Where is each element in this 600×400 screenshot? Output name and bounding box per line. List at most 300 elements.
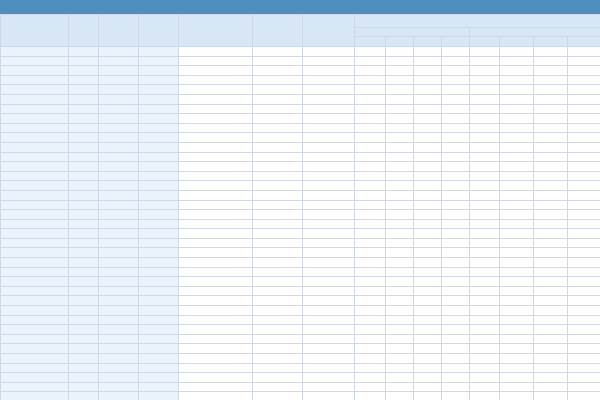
cell-code bbox=[69, 315, 99, 325]
cell-plan-2024 bbox=[253, 248, 303, 258]
cell-code bbox=[69, 85, 99, 95]
cell-subject bbox=[139, 258, 179, 268]
cell-subject bbox=[139, 229, 179, 239]
table-row bbox=[1, 306, 600, 316]
cell-code bbox=[69, 219, 99, 229]
header-year-a bbox=[355, 28, 470, 37]
cell-b-rank bbox=[568, 133, 600, 143]
cell-b-rank bbox=[568, 219, 600, 229]
cell-major bbox=[1, 315, 69, 325]
cell-b-max bbox=[534, 133, 568, 143]
cell-subject bbox=[139, 171, 179, 181]
cell-a-avg bbox=[386, 248, 414, 258]
cell-b-max bbox=[534, 258, 568, 268]
cell-b-max bbox=[534, 181, 568, 191]
cell-code bbox=[69, 66, 99, 76]
cell-code bbox=[69, 104, 99, 114]
cell-plan-2023 bbox=[303, 104, 355, 114]
table-row bbox=[1, 277, 600, 287]
cell-a-min bbox=[355, 142, 386, 152]
cell-a-max bbox=[414, 162, 442, 172]
table-body bbox=[1, 47, 600, 400]
cell-b-avg bbox=[500, 229, 534, 239]
cell-b-avg bbox=[500, 85, 534, 95]
header-b-rank bbox=[568, 37, 600, 47]
cell-a-rank bbox=[442, 123, 470, 133]
admissions-table bbox=[0, 14, 600, 400]
cell-plan-2024 bbox=[253, 171, 303, 181]
cell-a-min bbox=[355, 152, 386, 162]
cell-tuition bbox=[99, 171, 139, 181]
cell-a-min bbox=[355, 104, 386, 114]
cell-plan-2024 bbox=[253, 238, 303, 248]
cell-b-min bbox=[470, 296, 500, 306]
table-row bbox=[1, 66, 600, 76]
cell-a-max bbox=[414, 306, 442, 316]
cell-b-max bbox=[534, 238, 568, 248]
cell-b-max bbox=[534, 219, 568, 229]
cell-plan-type bbox=[179, 114, 253, 124]
cell-subject bbox=[139, 152, 179, 162]
cell-b-max bbox=[534, 171, 568, 181]
table-row bbox=[1, 286, 600, 296]
cell-tuition bbox=[99, 94, 139, 104]
table-row bbox=[1, 75, 600, 85]
cell-b-min bbox=[470, 334, 500, 344]
cell-b-max bbox=[534, 47, 568, 57]
cell-plan-2023 bbox=[303, 334, 355, 344]
cell-b-min bbox=[470, 133, 500, 143]
cell-a-avg bbox=[386, 334, 414, 344]
cell-tuition bbox=[99, 210, 139, 220]
table-row bbox=[1, 373, 600, 383]
header-admissions-group bbox=[355, 15, 600, 28]
cell-a-max bbox=[414, 219, 442, 229]
cell-a-avg bbox=[386, 258, 414, 268]
cell-code bbox=[69, 229, 99, 239]
cell-a-rank bbox=[442, 94, 470, 104]
cell-b-rank bbox=[568, 354, 600, 364]
cell-a-rank bbox=[442, 238, 470, 248]
cell-a-min bbox=[355, 392, 386, 400]
cell-subject bbox=[139, 306, 179, 316]
cell-plan-type bbox=[179, 315, 253, 325]
header-a-rank bbox=[442, 37, 470, 47]
cell-major bbox=[1, 277, 69, 287]
cell-plan-type bbox=[179, 248, 253, 258]
cell-plan-2024 bbox=[253, 190, 303, 200]
cell-b-avg bbox=[500, 94, 534, 104]
cell-a-avg bbox=[386, 277, 414, 287]
cell-plan-2024 bbox=[253, 47, 303, 57]
cell-a-avg bbox=[386, 181, 414, 191]
cell-plan-2024 bbox=[253, 210, 303, 220]
cell-major bbox=[1, 114, 69, 124]
cell-b-avg bbox=[500, 200, 534, 210]
cell-plan-2024 bbox=[253, 277, 303, 287]
cell-major bbox=[1, 190, 69, 200]
cell-a-min bbox=[355, 258, 386, 268]
cell-code bbox=[69, 123, 99, 133]
cell-b-max bbox=[534, 286, 568, 296]
cell-plan-2023 bbox=[303, 392, 355, 400]
cell-b-avg bbox=[500, 162, 534, 172]
cell-code bbox=[69, 171, 99, 181]
cell-a-min bbox=[355, 114, 386, 124]
cell-a-min bbox=[355, 325, 386, 335]
table-row bbox=[1, 392, 600, 400]
cell-a-max bbox=[414, 382, 442, 392]
cell-plan-2023 bbox=[303, 325, 355, 335]
cell-b-max bbox=[534, 392, 568, 400]
cell-b-max bbox=[534, 200, 568, 210]
cell-plan-type bbox=[179, 47, 253, 57]
cell-b-max bbox=[534, 373, 568, 383]
cell-plan-2024 bbox=[253, 123, 303, 133]
cell-major bbox=[1, 75, 69, 85]
cell-subject bbox=[139, 162, 179, 172]
cell-tuition bbox=[99, 47, 139, 57]
cell-a-avg bbox=[386, 104, 414, 114]
cell-a-avg bbox=[386, 286, 414, 296]
cell-tuition bbox=[99, 258, 139, 268]
cell-a-min bbox=[355, 94, 386, 104]
cell-major bbox=[1, 296, 69, 306]
cell-a-max bbox=[414, 258, 442, 268]
cell-a-min bbox=[355, 56, 386, 66]
cell-a-rank bbox=[442, 104, 470, 114]
cell-major bbox=[1, 344, 69, 354]
cell-b-min bbox=[470, 267, 500, 277]
cell-b-rank bbox=[568, 306, 600, 316]
cell-plan-2023 bbox=[303, 114, 355, 124]
cell-subject bbox=[139, 373, 179, 383]
cell-plan-2023 bbox=[303, 354, 355, 364]
cell-plan-2023 bbox=[303, 258, 355, 268]
cell-b-max bbox=[534, 162, 568, 172]
cell-b-min bbox=[470, 190, 500, 200]
cell-plan-2024 bbox=[253, 152, 303, 162]
cell-plan-2023 bbox=[303, 344, 355, 354]
cell-plan-type bbox=[179, 75, 253, 85]
cell-a-max bbox=[414, 104, 442, 114]
cell-code bbox=[69, 325, 99, 335]
cell-a-rank bbox=[442, 325, 470, 335]
table-row bbox=[1, 296, 600, 306]
table-row bbox=[1, 114, 600, 124]
cell-b-rank bbox=[568, 200, 600, 210]
cell-subject bbox=[139, 277, 179, 287]
cell-b-min bbox=[470, 286, 500, 296]
table-row bbox=[1, 248, 600, 258]
cell-b-min bbox=[470, 142, 500, 152]
cell-plan-2024 bbox=[253, 142, 303, 152]
cell-plan-2024 bbox=[253, 382, 303, 392]
cell-tuition bbox=[99, 286, 139, 296]
cell-plan-type bbox=[179, 56, 253, 66]
cell-plan-2024 bbox=[253, 325, 303, 335]
cell-tuition bbox=[99, 277, 139, 287]
cell-plan-2023 bbox=[303, 248, 355, 258]
cell-b-rank bbox=[568, 47, 600, 57]
cell-a-min bbox=[355, 123, 386, 133]
cell-a-avg bbox=[386, 171, 414, 181]
cell-a-avg bbox=[386, 142, 414, 152]
cell-a-rank bbox=[442, 162, 470, 172]
cell-tuition bbox=[99, 123, 139, 133]
cell-major bbox=[1, 162, 69, 172]
cell-plan-2023 bbox=[303, 47, 355, 57]
cell-a-rank bbox=[442, 286, 470, 296]
cell-a-rank bbox=[442, 190, 470, 200]
cell-b-avg bbox=[500, 334, 534, 344]
cell-code bbox=[69, 354, 99, 364]
cell-a-max bbox=[414, 277, 442, 287]
cell-a-min bbox=[355, 181, 386, 191]
cell-major bbox=[1, 325, 69, 335]
cell-a-rank bbox=[442, 114, 470, 124]
cell-b-max bbox=[534, 85, 568, 95]
cell-a-max bbox=[414, 85, 442, 95]
cell-plan-2023 bbox=[303, 152, 355, 162]
cell-tuition bbox=[99, 56, 139, 66]
cell-b-avg bbox=[500, 392, 534, 400]
table-row bbox=[1, 56, 600, 66]
cell-plan-2023 bbox=[303, 267, 355, 277]
table-row bbox=[1, 229, 600, 239]
cell-b-avg bbox=[500, 258, 534, 268]
cell-a-min bbox=[355, 306, 386, 316]
cell-b-max bbox=[534, 315, 568, 325]
cell-a-max bbox=[414, 66, 442, 76]
cell-b-min bbox=[470, 85, 500, 95]
cell-a-avg bbox=[386, 354, 414, 364]
cell-b-min bbox=[470, 238, 500, 248]
cell-b-avg bbox=[500, 152, 534, 162]
cell-subject bbox=[139, 56, 179, 66]
table-row bbox=[1, 142, 600, 152]
cell-b-max bbox=[534, 363, 568, 373]
cell-b-avg bbox=[500, 171, 534, 181]
cell-subject bbox=[139, 66, 179, 76]
cell-plan-2024 bbox=[253, 334, 303, 344]
cell-b-avg bbox=[500, 56, 534, 66]
cell-b-min bbox=[470, 75, 500, 85]
cell-code bbox=[69, 392, 99, 400]
cell-a-max bbox=[414, 267, 442, 277]
cell-tuition bbox=[99, 248, 139, 258]
cell-b-rank bbox=[568, 190, 600, 200]
cell-major bbox=[1, 382, 69, 392]
cell-b-min bbox=[470, 47, 500, 57]
cell-tuition bbox=[99, 392, 139, 400]
table-row bbox=[1, 334, 600, 344]
cell-a-min bbox=[355, 133, 386, 143]
cell-a-min bbox=[355, 171, 386, 181]
cell-plan-type bbox=[179, 296, 253, 306]
cell-plan-2023 bbox=[303, 75, 355, 85]
cell-b-min bbox=[470, 363, 500, 373]
cell-code bbox=[69, 382, 99, 392]
cell-b-min bbox=[470, 229, 500, 239]
cell-plan-2024 bbox=[253, 306, 303, 316]
cell-a-rank bbox=[442, 258, 470, 268]
table-row bbox=[1, 344, 600, 354]
cell-subject bbox=[139, 133, 179, 143]
cell-b-rank bbox=[568, 162, 600, 172]
cell-b-avg bbox=[500, 277, 534, 287]
header-a-max bbox=[414, 37, 442, 47]
cell-plan-2024 bbox=[253, 114, 303, 124]
cell-a-max bbox=[414, 354, 442, 364]
cell-plan-2023 bbox=[303, 66, 355, 76]
cell-plan-type bbox=[179, 133, 253, 143]
cell-subject bbox=[139, 286, 179, 296]
cell-plan-2023 bbox=[303, 56, 355, 66]
cell-b-max bbox=[534, 344, 568, 354]
cell-code bbox=[69, 286, 99, 296]
cell-b-min bbox=[470, 66, 500, 76]
cell-code bbox=[69, 210, 99, 220]
table-row bbox=[1, 181, 600, 191]
cell-major bbox=[1, 181, 69, 191]
cell-a-max bbox=[414, 47, 442, 57]
cell-tuition bbox=[99, 344, 139, 354]
cell-a-max bbox=[414, 56, 442, 66]
cell-plan-type bbox=[179, 344, 253, 354]
cell-b-rank bbox=[568, 66, 600, 76]
cell-a-max bbox=[414, 344, 442, 354]
table-row bbox=[1, 315, 600, 325]
cell-plan-2024 bbox=[253, 200, 303, 210]
cell-a-min bbox=[355, 229, 386, 239]
cell-a-avg bbox=[386, 238, 414, 248]
cell-a-rank bbox=[442, 344, 470, 354]
cell-code bbox=[69, 258, 99, 268]
cell-plan-2023 bbox=[303, 229, 355, 239]
cell-plan-2024 bbox=[253, 66, 303, 76]
cell-plan-type bbox=[179, 363, 253, 373]
cell-plan-2024 bbox=[253, 162, 303, 172]
cell-plan-2024 bbox=[253, 56, 303, 66]
cell-plan-2024 bbox=[253, 373, 303, 383]
cell-code bbox=[69, 344, 99, 354]
cell-subject bbox=[139, 219, 179, 229]
cell-plan-2024 bbox=[253, 94, 303, 104]
cell-b-avg bbox=[500, 238, 534, 248]
cell-a-min bbox=[355, 219, 386, 229]
cell-tuition bbox=[99, 382, 139, 392]
cell-code bbox=[69, 47, 99, 57]
cell-a-rank bbox=[442, 210, 470, 220]
cell-b-max bbox=[534, 152, 568, 162]
cell-a-avg bbox=[386, 392, 414, 400]
cell-b-rank bbox=[568, 382, 600, 392]
cell-plan-type bbox=[179, 190, 253, 200]
cell-a-rank bbox=[442, 334, 470, 344]
cell-subject bbox=[139, 238, 179, 248]
cell-major bbox=[1, 286, 69, 296]
cell-plan-2023 bbox=[303, 363, 355, 373]
header-a-avg bbox=[386, 37, 414, 47]
cell-b-avg bbox=[500, 325, 534, 335]
cell-plan-type bbox=[179, 277, 253, 287]
cell-plan-2023 bbox=[303, 210, 355, 220]
cell-b-min bbox=[470, 56, 500, 66]
cell-a-max bbox=[414, 152, 442, 162]
cell-plan-2024 bbox=[253, 363, 303, 373]
cell-subject bbox=[139, 382, 179, 392]
cell-a-rank bbox=[442, 66, 470, 76]
cell-a-min bbox=[355, 344, 386, 354]
cell-major bbox=[1, 238, 69, 248]
cell-a-min bbox=[355, 66, 386, 76]
cell-plan-2024 bbox=[253, 267, 303, 277]
cell-a-min bbox=[355, 47, 386, 57]
cell-b-rank bbox=[568, 248, 600, 258]
cell-tuition bbox=[99, 238, 139, 248]
table-row bbox=[1, 382, 600, 392]
cell-plan-2024 bbox=[253, 229, 303, 239]
cell-subject bbox=[139, 334, 179, 344]
cell-major bbox=[1, 334, 69, 344]
cell-a-rank bbox=[442, 56, 470, 66]
cell-subject bbox=[139, 354, 179, 364]
cell-subject bbox=[139, 210, 179, 220]
cell-a-avg bbox=[386, 75, 414, 85]
cell-b-min bbox=[470, 171, 500, 181]
cell-tuition bbox=[99, 334, 139, 344]
cell-b-rank bbox=[568, 171, 600, 181]
cell-b-avg bbox=[500, 382, 534, 392]
cell-a-max bbox=[414, 229, 442, 239]
cell-b-rank bbox=[568, 210, 600, 220]
cell-a-avg bbox=[386, 94, 414, 104]
cell-a-min bbox=[355, 354, 386, 364]
cell-subject bbox=[139, 47, 179, 57]
cell-plan-2023 bbox=[303, 200, 355, 210]
cell-a-avg bbox=[386, 190, 414, 200]
cell-tuition bbox=[99, 363, 139, 373]
cell-b-max bbox=[534, 210, 568, 220]
cell-plan-2024 bbox=[253, 219, 303, 229]
header-year-b bbox=[470, 28, 600, 37]
header-subject bbox=[139, 15, 179, 47]
cell-a-max bbox=[414, 363, 442, 373]
header-plan-type bbox=[179, 15, 253, 47]
cell-b-min bbox=[470, 344, 500, 354]
cell-plan-2024 bbox=[253, 315, 303, 325]
cell-b-rank bbox=[568, 152, 600, 162]
cell-subject bbox=[139, 363, 179, 373]
cell-subject bbox=[139, 190, 179, 200]
cell-b-rank bbox=[568, 296, 600, 306]
cell-plan-type bbox=[179, 85, 253, 95]
cell-plan-type bbox=[179, 219, 253, 229]
cell-a-rank bbox=[442, 75, 470, 85]
cell-major bbox=[1, 267, 69, 277]
cell-plan-type bbox=[179, 142, 253, 152]
table-row bbox=[1, 94, 600, 104]
cell-subject bbox=[139, 296, 179, 306]
cell-a-avg bbox=[386, 200, 414, 210]
cell-b-rank bbox=[568, 277, 600, 287]
cell-tuition bbox=[99, 114, 139, 124]
cell-a-max bbox=[414, 133, 442, 143]
cell-code bbox=[69, 373, 99, 383]
cell-b-max bbox=[534, 190, 568, 200]
cell-plan-type bbox=[179, 382, 253, 392]
